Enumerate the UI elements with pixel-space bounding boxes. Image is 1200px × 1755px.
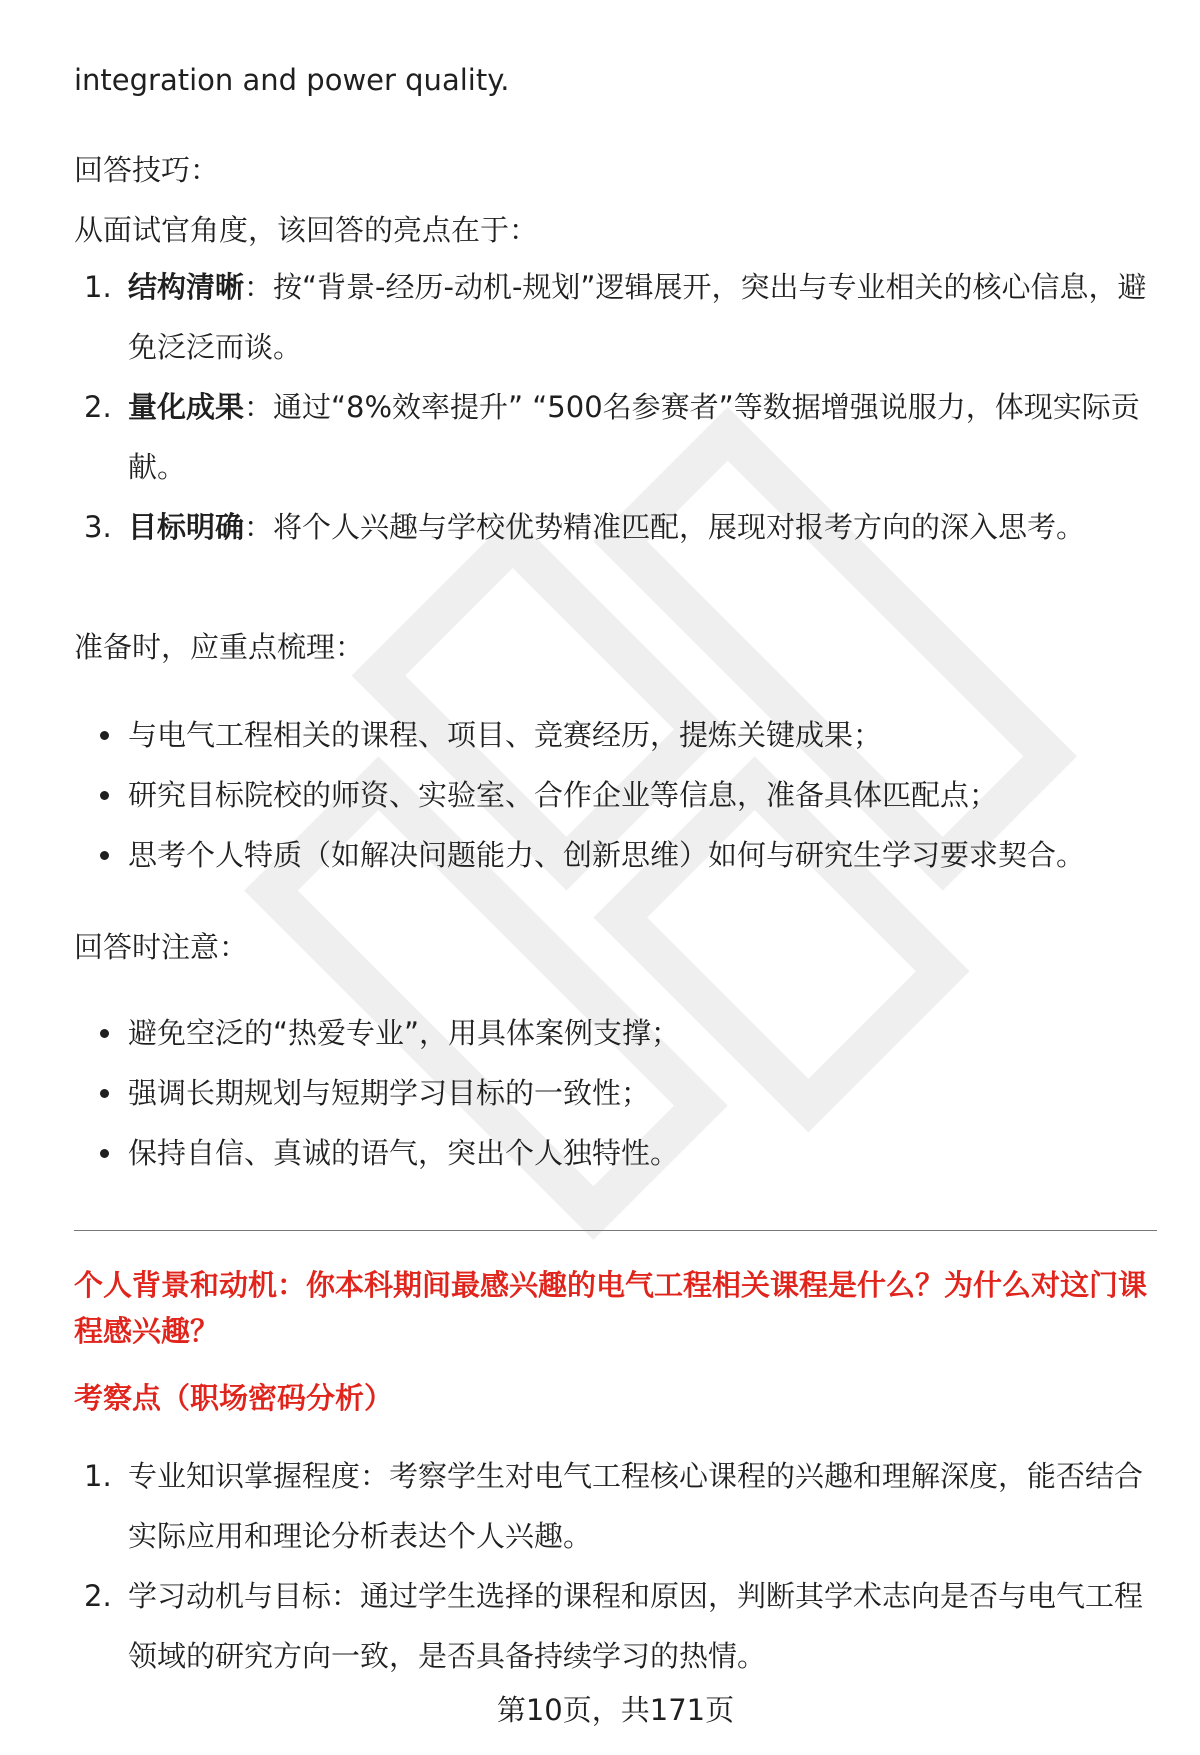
list-item (74, 377, 1157, 497)
prep-label: 准备时，应重点梳理： (74, 630, 365, 664)
tips-subtitle: 从面试官角度，该回答的亮点在于： (74, 213, 539, 247)
highlight-keyword: 量化成果 (128, 390, 245, 424)
list-item (74, 1123, 1157, 1183)
list-item (74, 257, 1157, 377)
question-title: 个人背景和动机：你本科期间最感兴趣的电气工程相关课程是什么？为什么对这门课程感兴趣？ (74, 1268, 1148, 1348)
highlight-keyword: 结构清晰 (128, 270, 245, 304)
list-item (74, 765, 1157, 825)
list-number: 1. (84, 1459, 112, 1493)
intro-tail-text: integration and power quality. (74, 63, 510, 97)
exam-point-text: 学习动机与目标：通过学生选择的课程和原因，判断其学术志向是否与电气工程领域的研究方向一致，是否具备持续学习的热情。 (128, 1579, 1144, 1673)
answer-item-text: 避免空泛的“热爱专业”，用具体案例支撑； (128, 1016, 681, 1050)
bullet-icon (100, 1149, 109, 1158)
page-footer: 第10页，共171页 (496, 1693, 735, 1727)
list-number: 3. (84, 510, 112, 544)
list-item (74, 1003, 1157, 1063)
tips-label: 回答技巧： (74, 153, 220, 187)
highlights-list (74, 257, 1157, 557)
list-number: 2. (84, 390, 112, 424)
highlight-text: ：按“背景-经历-动机-规划”逻辑展开，突出与专业相关的核心信息，避免泛泛而谈。 (128, 270, 1147, 364)
list-item (74, 705, 1157, 765)
list-item (74, 1566, 1157, 1686)
list-number: 2. (84, 1579, 112, 1613)
highlight-text: ：将个人兴趣与学校优势精准匹配，展现对报考方向的深入思考。 (244, 510, 1086, 544)
prep-list (74, 705, 1157, 885)
section-divider (74, 1230, 1157, 1231)
prep-item-text: 研究目标院校的师资、实验室、合作企业等信息，准备具体匹配点； (128, 778, 999, 812)
answer-list (74, 1003, 1157, 1183)
list-number: 1. (84, 270, 112, 304)
list-item (74, 825, 1157, 885)
document-page (74, 0, 1157, 1755)
exam-points-list (74, 1446, 1157, 1686)
bullet-icon (100, 851, 109, 860)
list-item (74, 497, 1157, 557)
highlight-text: ：通过“8%效率提升” “500名参赛者”等数据增强说服力，体现实际贡献。 (128, 390, 1140, 484)
answer-label: 回答时注意： (74, 930, 249, 964)
highlight-keyword: 目标明确 (128, 510, 245, 544)
prep-item-text: 与电气工程相关的课程、项目、竞赛经历，提炼关键成果； (128, 718, 883, 752)
answer-item-text: 保持自信、真诚的语气，突出个人独特性。 (128, 1136, 680, 1170)
bullet-icon (100, 1029, 109, 1038)
exam-point-text: 专业知识掌握程度：考察学生对电气工程核心课程的兴趣和理解深度，能否结合实际应用和理论分析表达个人兴趣。 (128, 1459, 1144, 1553)
list-item (74, 1063, 1157, 1123)
bullet-icon (100, 731, 109, 740)
prep-item-text: 思考个人特质（如解决问题能力、创新思维）如何与研究生学习要求契合。 (128, 838, 1086, 872)
answer-item-text: 强调长期规划与短期学习目标的一致性； (128, 1076, 651, 1110)
bullet-icon (100, 1089, 109, 1098)
exam-points-title: 考察点（职场密码分析） (74, 1381, 394, 1415)
bullet-icon (100, 791, 109, 800)
list-item (74, 1446, 1157, 1566)
